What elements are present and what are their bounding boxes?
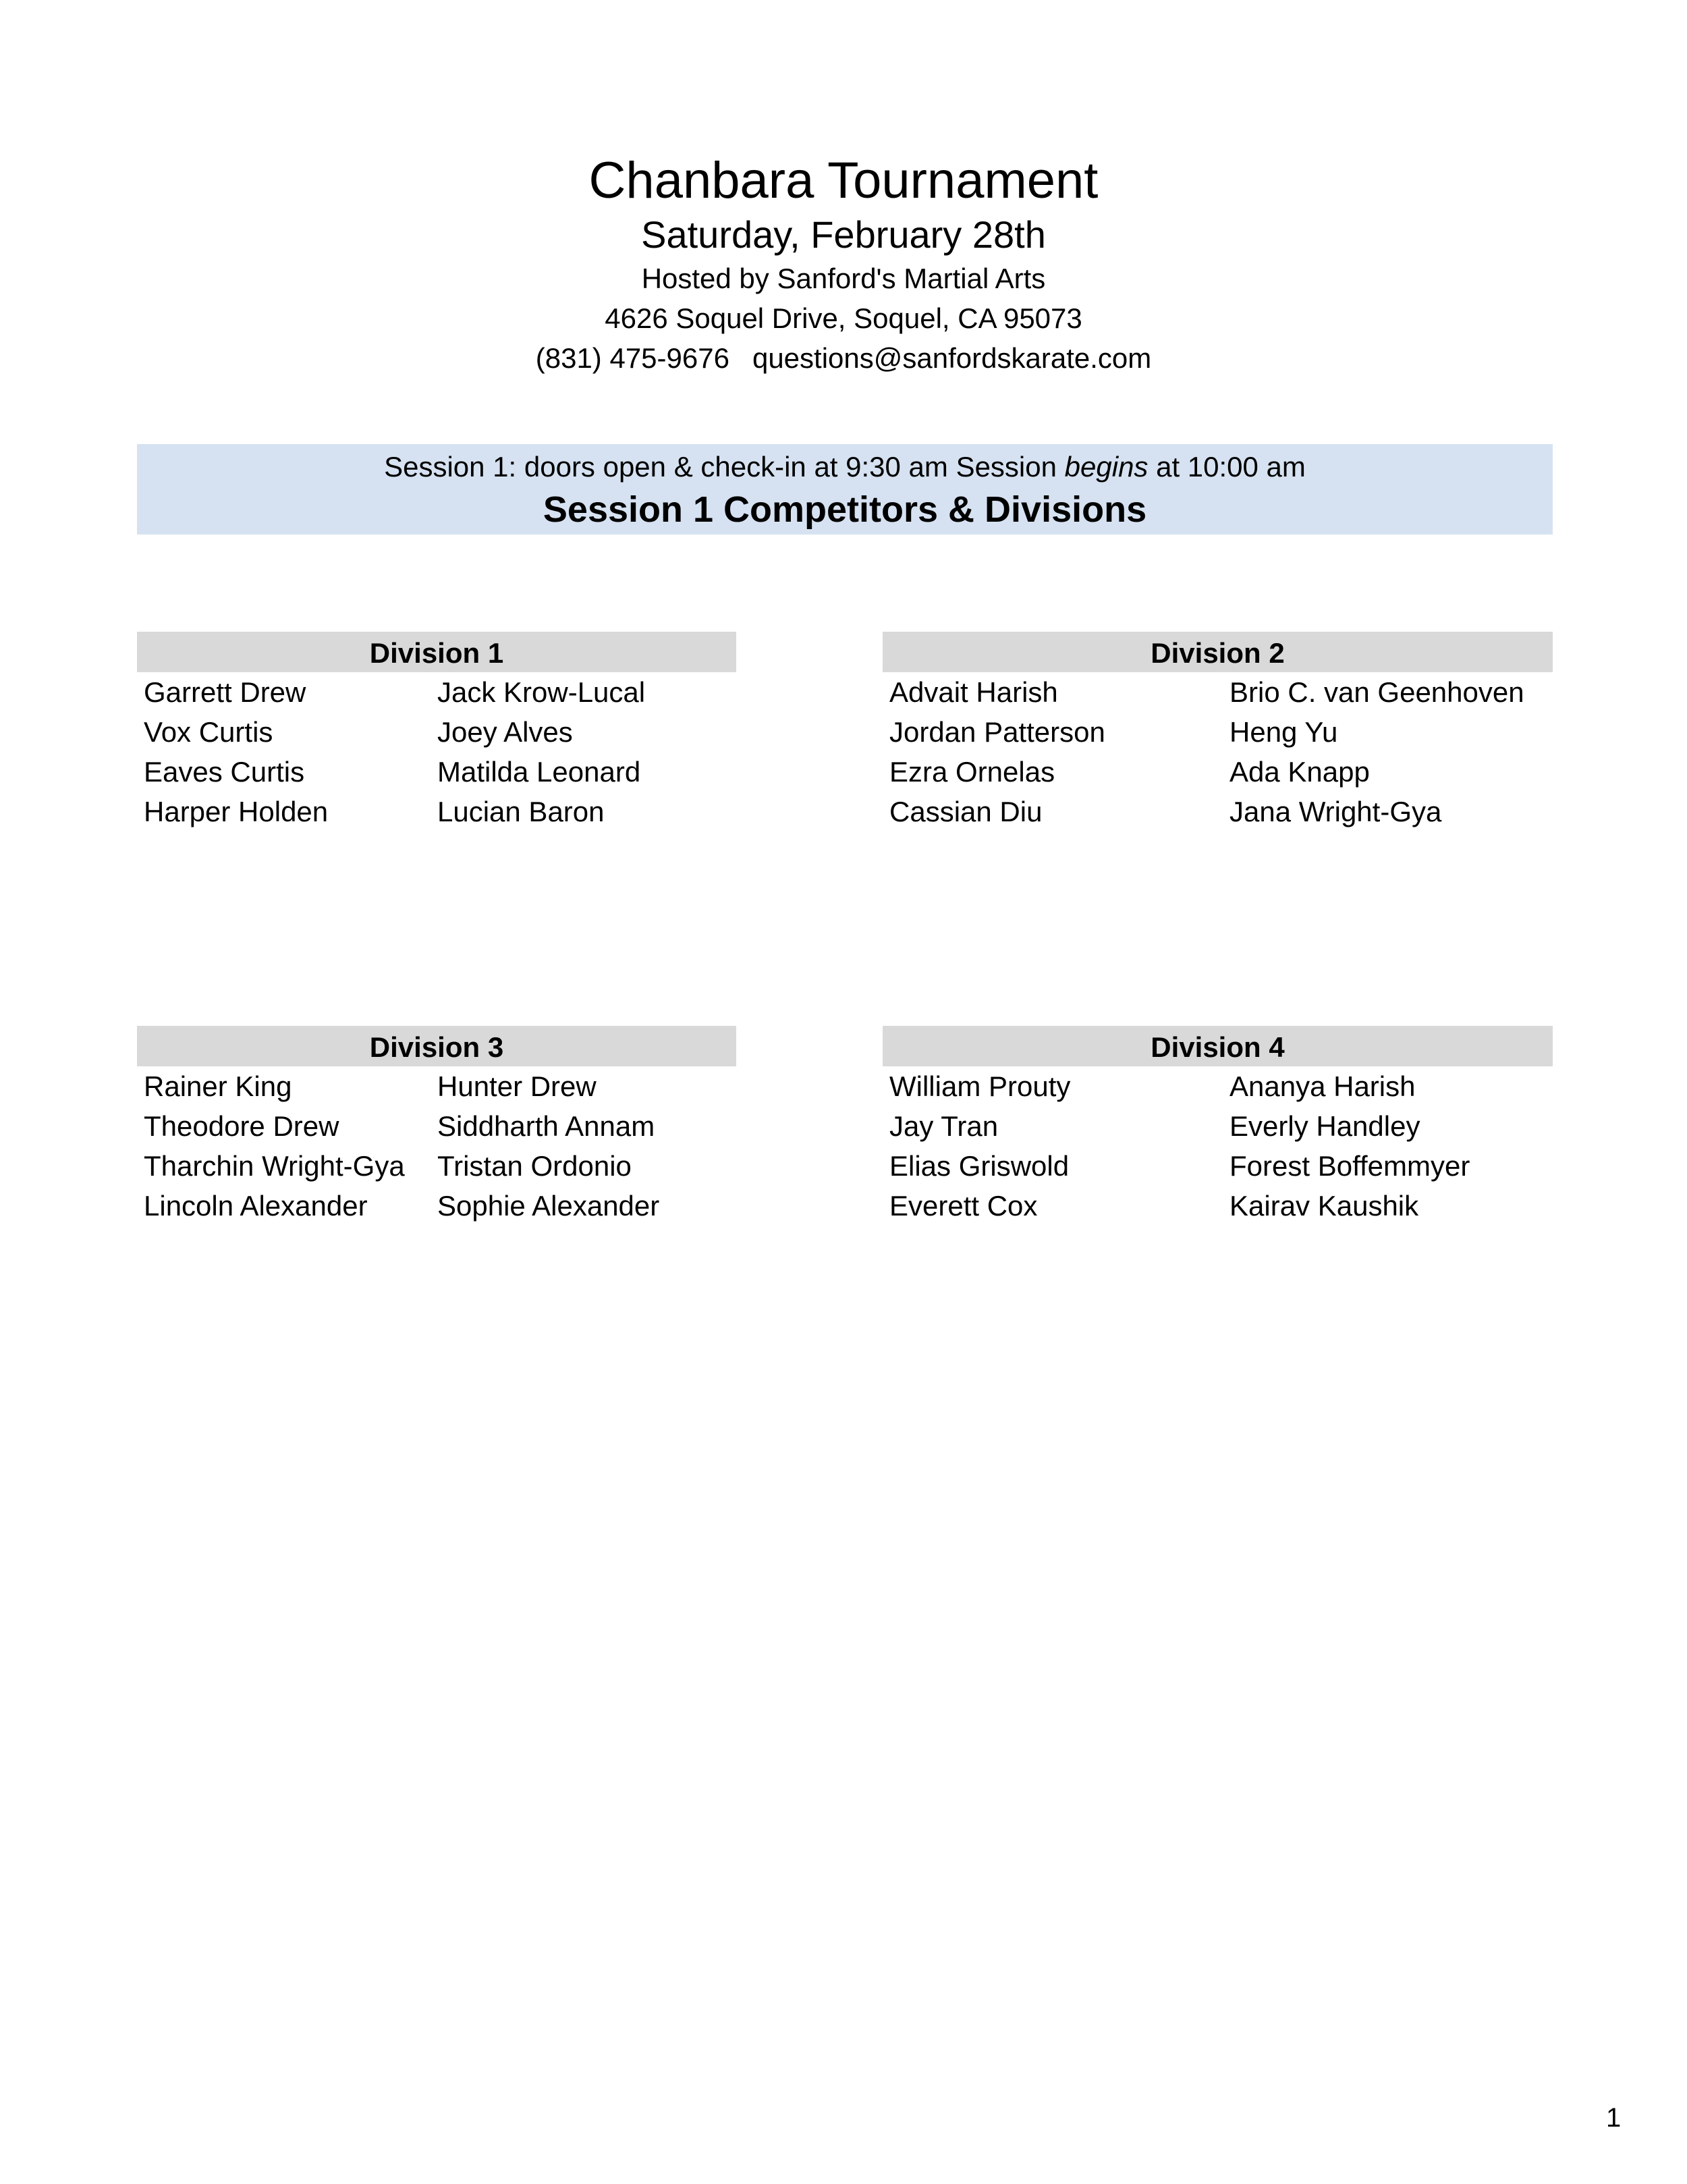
competitor-name: Eaves Curtis [144,756,305,788]
division-3-column-b [437,1066,659,1226]
division-2-column-b [1229,672,1524,831]
competitor-name: Kairav Kaushik [1229,1190,1419,1222]
division-1-header: Division 1 [137,632,736,672]
competitor-name: Rainer King [144,1070,292,1102]
competitor-name: Ananya Harish [1229,1070,1416,1102]
competitor-name: Siddharth Annam [437,1110,655,1142]
division-3-column-a [144,1066,405,1226]
competitor-name: Hunter Drew [437,1070,597,1102]
division-4-header: Division 4 [883,1026,1553,1066]
session-heading: Session 1 Competitors & Divisions [543,489,1147,530]
competitor-name: Theodore Drew [144,1110,339,1142]
competitor-name: Jana Wright-Gya [1229,796,1442,827]
competitor-name: Brio C. van Geenhoven [1229,676,1524,708]
competitor-name: Jack Krow-Lucal [437,676,646,708]
competitor-name: Garrett Drew [144,676,306,708]
competitor-name: Heng Yu [1229,716,1338,748]
division-2-header: Division 2 [883,632,1553,672]
division-1-table [137,632,736,827]
contact-phone: (831) 475-9676 [535,342,729,374]
event-host: Hosted by Sanford's Martial Arts [641,263,1046,294]
competitor-name: Everly Handley [1229,1110,1420,1142]
competitor-name: Elias Griswold [889,1150,1070,1182]
session-schedule-text-2: at 10:00 am [1148,451,1306,483]
page-number: 1 [1606,2103,1622,2133]
competitor-name: Harper Holden [144,796,329,827]
competitor-name: William Prouty [889,1070,1071,1102]
competitor-name: Ada Knapp [1229,756,1370,788]
competitor-name: Jay Tran [889,1110,999,1142]
division-1-column-a [144,672,328,831]
competitor-name: Tristan Ordonio [437,1150,632,1182]
session-schedule [137,444,1553,487]
document-title: Chanbara Tournament [588,152,1099,209]
contact-email: questions@sanfordskarate.com [752,342,1152,374]
division-3-table [137,1026,736,1222]
division-4-table [883,1026,1553,1222]
division-2-table [883,632,1553,827]
session-banner [137,444,1553,535]
competitor-name: Sophie Alexander [437,1190,660,1222]
competitor-name: Cassian Diu [889,796,1043,827]
session-schedule-text-1: Session 1: doors open & check-in at 9:30 am Session [384,451,1065,483]
competitor-name: Tharchin Wright-Gya [144,1150,405,1182]
competitor-name: Lucian Baron [437,796,605,827]
competitor-name: Vox Curtis [144,716,273,748]
competitor-name: Advait Harish [889,676,1058,708]
event-date: Saturday, February 28th [641,213,1046,256]
contact-line [0,338,1687,379]
division-2-column-a [889,672,1105,831]
division-3-header: Division 3 [137,1026,736,1066]
competitor-name: Everett Cox [889,1190,1038,1222]
competitor-name: Forest Boffemmyer [1229,1150,1470,1182]
competitor-name: Ezra Ornelas [889,756,1055,788]
competitor-name: Lincoln Alexander [144,1190,368,1222]
competitor-name: Joey Alves [437,716,573,748]
competitor-name: Matilda Leonard [437,756,641,788]
division-1-column-b [437,672,645,831]
division-4-column-b [1229,1066,1470,1226]
event-address: 4626 Soquel Drive, Soquel, CA 95073 [605,302,1082,334]
session-schedule-emphasis: begins [1064,451,1149,483]
competitor-name: Jordan Patterson [889,716,1105,748]
division-4-column-a [889,1066,1070,1226]
